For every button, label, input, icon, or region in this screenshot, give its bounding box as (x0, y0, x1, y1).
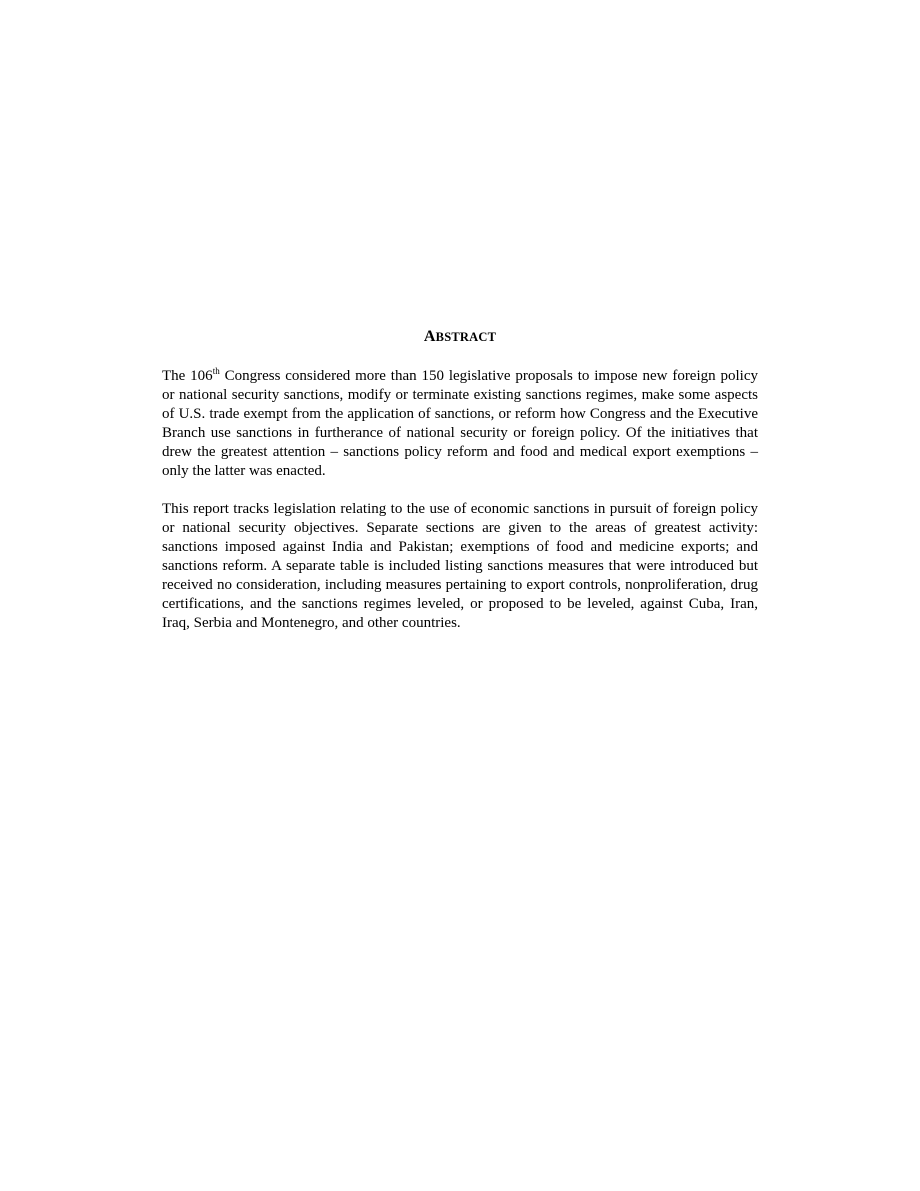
abstract-heading-rest: BSTRACT (435, 330, 497, 344)
abstract-paragraph-1 (162, 367, 758, 481)
paragraph-1-lead: The 106 (162, 368, 213, 384)
abstract-heading (162, 327, 758, 347)
abstract-paragraph-2: This report tracks legislation relating to the use of economic sanctions in pursuit of foreign policy or national security objectives. Separate sections are given to the areas of greatest activity: sanctions imposed against India and Pakistan; exemptions of food and medicine exports; and sanctions reform. A separate table is included listing sanctions measures that were introduced but received no consideration, including measures pertaining to export controls, nonproliferation, drug certifications, and the sanctions regimes leveled, or proposed to be leveled, against Cuba, Iran, Iraq, Serbia and Montenegro, and other countries. (162, 501, 758, 631)
abstract-section (162, 327, 758, 652)
abstract-heading-initial: A (423, 328, 436, 345)
paragraph-1-rest: Congress considered more than 150 legislative proposals to impose new foreign policy or national security sanctions, modify or terminate existing sanctions regimes, make some aspects of U.S. trade exempt from the application of sanctions, or reform how Congress and the Executive Branch use sanctions in furtherance of national security or foreign policy. Of the initiatives that drew the greatest attention – sanctions policy reform and food and medical export exemptions – only the latter was enacted. (162, 368, 758, 479)
ordinal-superscript: th (212, 366, 220, 376)
